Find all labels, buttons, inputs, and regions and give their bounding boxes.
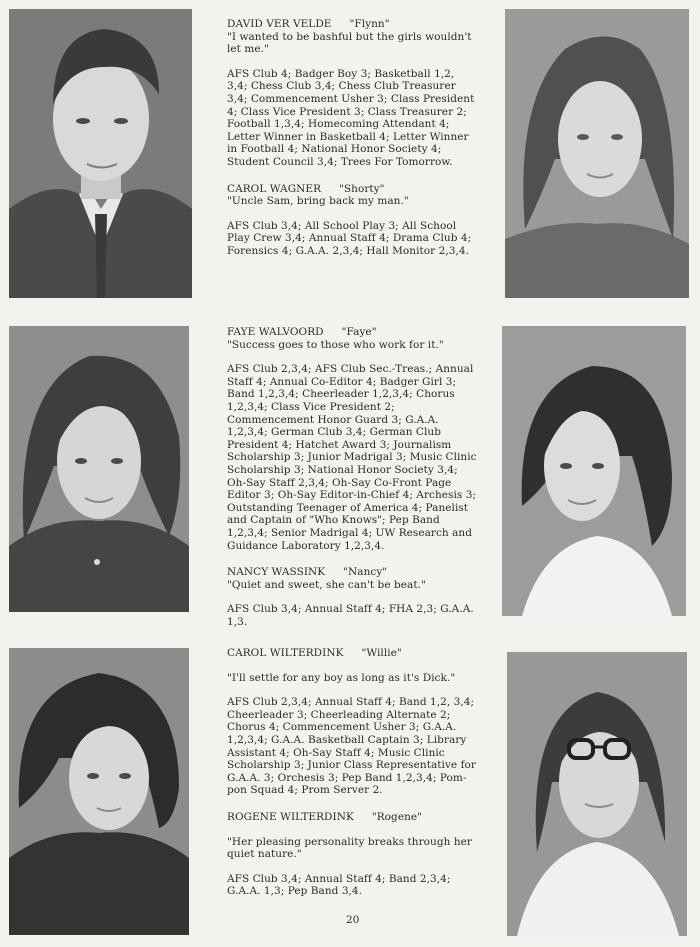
student-nickname: "Flynn" [349, 18, 390, 30]
student-quote: "Uncle Sam, bring back my man." [227, 195, 409, 208]
entry-header-carol-wagner [227, 183, 477, 196]
portrait-faye-walvoord [9, 326, 189, 612]
page-number: 20 [346, 914, 360, 926]
student-nickname: "Nancy" [343, 566, 388, 579]
entry-header-faye [227, 326, 477, 339]
portrait-david-ver-velde [9, 9, 192, 298]
entry-header-nancy [227, 566, 477, 579]
portrait-nancy-wassink [502, 326, 686, 616]
student-name: DAVID VER VELDE [227, 18, 332, 30]
student-nickname: "Shorty" [339, 182, 385, 195]
student-nickname: "Faye" [341, 326, 377, 338]
portrait-carol-wagner [505, 9, 689, 298]
entry-header-david [227, 18, 477, 31]
student-name: CAROL WILTERDINK [227, 647, 344, 659]
student-activities: AFS Club 2,3,4; Annual Staff 4; Band 1,2, 3,4; Cheerleader 3; Cheerleading Alternate 2; Chorus 4; Commencement Usher 3; G.A.A. 1,2,3,4; G.A.A. Basketball Captain 3; Library Assistant 4; Oh-Say Staff 4; Music Clinic Scholarship 3; Junior Class Representative for G.A.A. 3; Orchesis 3; Pep Band 1,2,3,4; Pom-pon Squad 4; Prom Server 2. [227, 696, 476, 797]
student-nickname: "Rogene" [371, 810, 423, 823]
student-activities: AFS Club 3,4; Annual Staff 4; FHA 2,3; G.A.A. 1,3. [227, 603, 474, 628]
student-name: CAROL WAGNER [227, 182, 322, 195]
entry-header-carol-wilterdink [227, 647, 477, 660]
student-quote: "Her pleasing personality breaks through her quiet nature." [227, 835, 472, 861]
entry-header-rogene [227, 811, 477, 824]
student-quote: "I'll settle for any boy as long as it's Dick." [227, 671, 456, 684]
student-nickname: "Willie" [361, 647, 402, 659]
student-activities: AFS Club 3,4; All School Play 3; All School Play Crew 3,4; Annual Staff 4; Drama Club 4; Forensics 4; G.A.A. 2,3,4; Hall Monitor 2,3,4. [227, 219, 472, 257]
student-activities: AFS Club 3,4; Annual Staff 4; Band 2,3,4; G.A.A. 1,3; Pep Band 3,4. [227, 872, 451, 898]
student-quote: "I wanted to be bashful but the girls wouldn't let me." [227, 30, 472, 56]
student-name: NANCY WASSINK [227, 566, 326, 579]
portrait-rogene-wilterdink [507, 652, 687, 936]
student-activities: AFS Club 4; Badger Boy 3; Basketball 1,2, 3,4; Chess Club 3,4; Chess Club Treasurer 3,4; Commencement Usher 3; Class President 4; Class Vice President 3; Class Treasurer 2; Football 1,3,4; Homecoming Attendant 4; Letter Winner in Basketball 4; Letter Winner in Football 4; National Honor Society 4; Student Council 3,4; Trees For Tomorrow. [227, 67, 475, 168]
student-quote: "Quiet and sweet, she can't be beat." [227, 578, 426, 591]
entry-block-bottom [227, 647, 477, 898]
student-name: ROGENE WILTERDINK [227, 810, 354, 823]
student-name: FAYE WALVOORD [227, 326, 324, 338]
entry-block-middle [227, 326, 477, 628]
student-quote: "Success goes to those who work for it." [227, 338, 444, 351]
student-activities: AFS Club 2,3,4; AFS Club Sec.-Treas.; Annual Staff 4; Annual Co-Editor 4; Badger Girl 3; Band 1,2,3,4; Cheerleader 1,2,3,4; Chorus 1,2,3,4; Class Vice President 2; Commencement Honor Guard 3; G.A.A. 1,2,3,4; German Club 3,4; German Club President 4; Hatchet Award 3; Journalism Scholarship 3; Junior Madrigal 3; Music Clinic Scholarship 3; National Honor Society 3,4; Oh-Say Staff 2,3,4; Oh-Say Co-Front Page Editor 3; Oh-Say Editor-in-Chief 4; Archesis 3; Outstanding Teenager of America 4; Panelist and Captain of "Who Knows"; Pep Band 1,2,3,4; Senior Madrigal 4; UW Research and Guidance Laboratory 1,2,3,4. [227, 363, 477, 552]
entry-block-top [227, 18, 477, 258]
portrait-carol-wilterdink [9, 648, 189, 935]
